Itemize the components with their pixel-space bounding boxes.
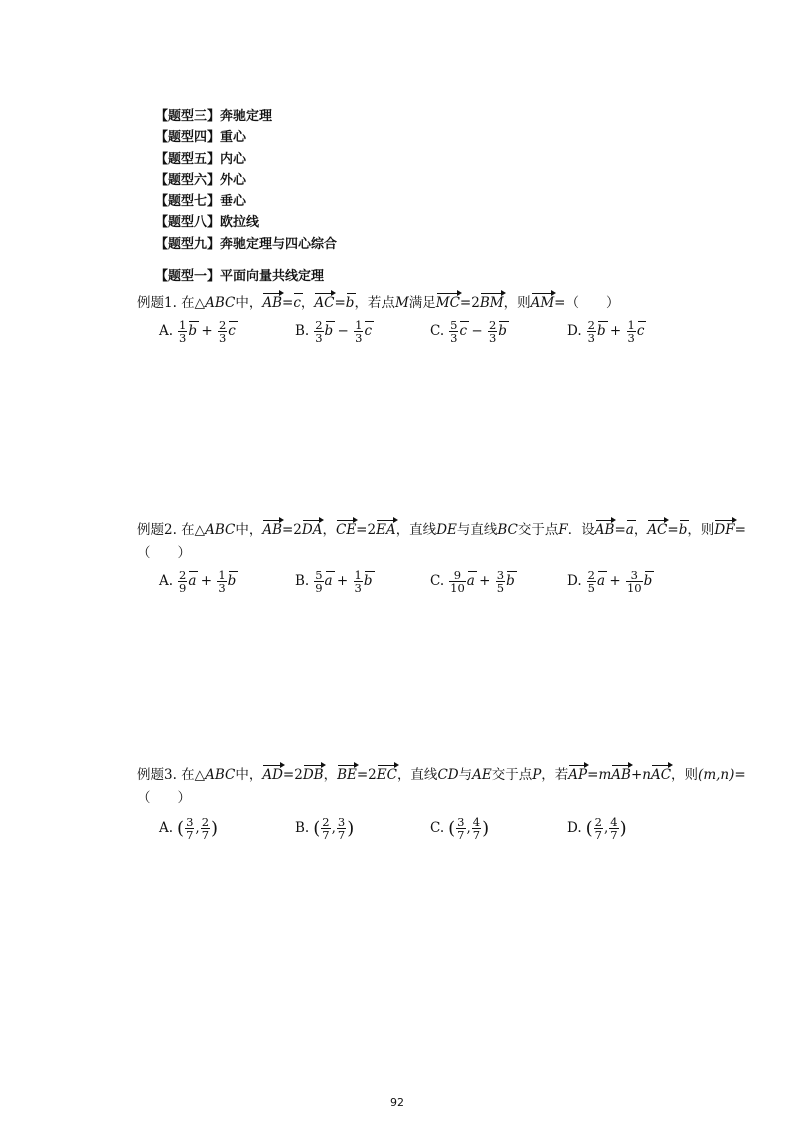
option-label: D.: [567, 573, 582, 589]
vector-symbol: CE: [336, 519, 356, 542]
question-stem: [137, 292, 747, 315]
vector-symbol: AC: [647, 519, 667, 542]
stem-text: ，直线: [396, 767, 438, 783]
stem-text: ，则: [687, 522, 715, 538]
stem-text: 中，: [235, 295, 263, 311]
fraction: $\frac{3}{5}$: [496, 568, 505, 595]
stem-math: P: [532, 767, 542, 783]
question-label: 例题1.: [137, 295, 177, 311]
separator: ,: [466, 820, 471, 836]
vector-symbol: c: [459, 320, 467, 343]
stem-math: ABC: [205, 295, 236, 311]
vector-symbol: c: [637, 320, 645, 343]
question-3: [137, 764, 747, 846]
topic-item: 【题型五】内心: [155, 151, 247, 167]
stem-text: =（ ）: [137, 767, 746, 806]
vector-symbol: AC: [314, 292, 334, 315]
stem-math: ABC: [205, 767, 236, 783]
stem-math: BC: [497, 522, 518, 538]
option-label: D.: [567, 323, 582, 339]
vector-symbol: AB: [262, 519, 282, 542]
fraction: $\frac{9}{10}$: [450, 568, 465, 595]
vector-symbol: BE: [337, 764, 357, 787]
option-label: A.: [159, 820, 174, 836]
stem-text: 与: [458, 767, 473, 783]
topic-item: 【题型七】垂心: [155, 194, 247, 210]
option-a: A. ( $\frac{3}{7}$ , $\frac{2}{7}$ ): [159, 815, 219, 842]
topic-list: [155, 106, 337, 255]
fraction: $\frac{1}{3}$: [355, 318, 363, 345]
vector-symbol: b: [364, 570, 373, 593]
operator: +: [200, 573, 213, 589]
stem-text: ，: [633, 522, 648, 538]
separator: ,: [331, 820, 336, 836]
stem-text: 在△: [176, 767, 206, 783]
fraction: $\frac{3}{10}$: [626, 568, 642, 595]
stem-text: ，: [322, 522, 336, 538]
fraction: $\frac{5}{9}$: [315, 568, 323, 595]
option-label: A.: [159, 323, 174, 339]
stem-text: =2: [459, 295, 480, 311]
vector-symbol: a: [597, 570, 605, 593]
stem-text: ．设: [567, 522, 595, 538]
option-b: [295, 569, 373, 594]
fraction: $\frac{1}{3}$: [179, 318, 187, 345]
vector-symbol: a: [467, 570, 475, 593]
vector-symbol: AM: [531, 292, 555, 315]
fraction: $\frac{2}{5}$: [587, 568, 595, 595]
vector-symbol: a: [626, 519, 634, 542]
option-label: D.: [567, 820, 582, 836]
stem-math: DE: [436, 522, 457, 538]
stem-text: 中，: [235, 767, 263, 783]
stem-text: 交于点: [491, 767, 533, 783]
page-number: 92: [390, 1096, 404, 1109]
option-label: C.: [430, 573, 445, 589]
option-label: B.: [295, 820, 310, 836]
separator: ,: [604, 820, 609, 836]
vector-symbol: AP: [568, 764, 587, 787]
options-row: [137, 319, 747, 349]
section-title: 【题型一】平面向量共线定理: [155, 269, 325, 284]
stem-math: AE: [472, 767, 492, 783]
vector-symbol: b: [506, 570, 515, 593]
fraction: $\frac{2}{3}$: [315, 318, 323, 345]
vector-symbol: b: [188, 320, 197, 343]
stem-text: =2: [282, 522, 302, 538]
option-a: [159, 569, 236, 594]
fraction: $\frac{2}{3}$: [488, 318, 497, 345]
vector-symbol: MC: [436, 292, 460, 315]
option-label: B.: [295, 573, 310, 589]
stem-math: F: [558, 522, 568, 538]
option-b: B. ( $\frac{2}{7}$ , $\frac{3}{7}$ ): [295, 815, 355, 842]
fraction: $\frac{2}{9}$: [179, 568, 187, 595]
stem-text: ，则: [503, 295, 531, 311]
vector-symbol: AB: [595, 519, 615, 542]
topic-item: 【题型四】重心: [155, 130, 247, 146]
vector-symbol: b: [346, 292, 355, 315]
fraction: $\frac{1}{3}$: [354, 568, 362, 595]
question-stem: [137, 764, 747, 810]
fraction: $\frac{2}{7}$: [201, 815, 210, 842]
stem-text: =: [282, 295, 294, 311]
vector-symbol: a: [188, 570, 196, 593]
fraction: $\frac{3}{7}$: [186, 815, 194, 842]
vector-symbol: AB: [611, 764, 631, 787]
operator: −: [471, 323, 483, 339]
stem-text: 在△: [176, 295, 206, 311]
operator: +: [609, 573, 621, 589]
fraction: $\frac{4}{7}$: [472, 815, 481, 842]
stem-math: ABC: [205, 522, 236, 538]
vector-symbol: b: [325, 320, 334, 343]
stem-text: =2: [356, 522, 377, 538]
separator: ,: [195, 820, 200, 836]
fraction: $\frac{3}{7}$: [337, 815, 346, 842]
vector-symbol: b: [679, 519, 688, 542]
option-c: [430, 319, 507, 344]
vector-symbol: BM: [480, 292, 504, 315]
stem-math: m: [598, 767, 612, 783]
stem-text: =2: [282, 767, 303, 783]
options-row: [137, 569, 747, 599]
stem-text: ，则: [671, 767, 699, 783]
option-b: [295, 319, 372, 344]
option-d: D. ( $\frac{2}{7}$ , $\frac{4}{7}$ ): [567, 815, 627, 842]
vector-symbol: AB: [262, 292, 282, 315]
vector-symbol: EC: [377, 764, 397, 787]
stem-text: =: [587, 767, 599, 783]
option-label: C.: [430, 323, 445, 339]
stem-text: =（ ）: [137, 522, 746, 561]
vector-symbol: AC: [651, 764, 671, 787]
question-1: [137, 292, 747, 349]
option-d: [567, 319, 644, 344]
stem-text: 满足: [408, 295, 436, 311]
stem-math: M: [394, 295, 409, 311]
question-label: 例题2.: [137, 522, 177, 538]
stem-text: ，: [323, 767, 338, 783]
operator: −: [337, 323, 349, 339]
vector-symbol: a: [325, 570, 333, 593]
operator: +: [201, 323, 213, 339]
vector-symbol: b: [498, 320, 507, 343]
stem-text: =: [334, 295, 346, 311]
stem-text: 交于点: [517, 522, 559, 538]
option-label: A.: [159, 573, 174, 589]
stem-text: =: [667, 522, 679, 538]
operator: +: [336, 573, 349, 589]
topic-item: 【题型六】外心: [155, 172, 247, 188]
stem-text: =: [614, 522, 626, 538]
operator: +: [609, 323, 622, 339]
stem-text: 与直线: [456, 522, 498, 538]
fraction: $\frac{2}{3}$: [218, 318, 227, 345]
vector-symbol: DF: [714, 519, 734, 542]
stem-text: ，: [300, 295, 315, 311]
vector-symbol: c: [293, 292, 301, 315]
stem-text: ，若: [541, 767, 569, 783]
stem-text: 中，: [235, 522, 263, 538]
vector-symbol: c: [228, 320, 236, 343]
fraction: $\frac{2}{7}$: [322, 815, 330, 842]
fraction: $\frac{1}{3}$: [218, 568, 226, 595]
stem-math: n: [642, 767, 651, 783]
stem-math: (m,n): [698, 767, 735, 783]
question-stem: [137, 519, 747, 565]
options-row: [137, 816, 747, 846]
topic-item: 【题型三】奔驰定理: [155, 109, 273, 124]
stem-text: +: [630, 767, 643, 783]
fraction: $\frac{2}{7}$: [594, 815, 602, 842]
fraction: $\frac{3}{7}$: [457, 815, 465, 842]
option-c: C. ( $\frac{3}{7}$ , $\frac{4}{7}$ ): [430, 815, 490, 842]
vector-symbol: b: [228, 570, 237, 593]
fraction: $\frac{1}{3}$: [627, 318, 635, 345]
topic-item: 【题型八】欧拉线: [155, 215, 260, 231]
vector-symbol: EA: [376, 519, 396, 542]
vector-symbol: AD: [262, 764, 283, 787]
vector-symbol: b: [597, 320, 606, 343]
stem-math: CD: [437, 767, 459, 783]
vector-symbol: b: [644, 570, 653, 593]
fraction: $\frac{2}{3}$: [587, 318, 595, 345]
stem-text: =2: [356, 767, 377, 783]
vector-symbol: c: [364, 320, 372, 343]
question-2: [137, 519, 747, 599]
option-label: C.: [430, 820, 445, 836]
question-label: 例题3.: [137, 767, 177, 783]
fraction: $\frac{5}{3}$: [450, 318, 458, 345]
stem-text: ，直线: [395, 522, 437, 538]
option-label: B.: [295, 323, 310, 339]
stem-text: 在△: [176, 522, 206, 538]
topic-item: 【题型九】奔驰定理与四心综合: [155, 236, 338, 252]
stem-text: =（ ）: [554, 295, 620, 311]
fraction: $\frac{4}{7}$: [610, 815, 618, 842]
option-d: [567, 569, 652, 594]
option-a: [159, 319, 236, 344]
stem-text: ，若点: [354, 295, 395, 311]
operator: +: [479, 573, 491, 589]
option-c: [430, 569, 515, 594]
vector-symbol: DB: [303, 764, 324, 787]
vector-symbol: DA: [302, 519, 323, 542]
